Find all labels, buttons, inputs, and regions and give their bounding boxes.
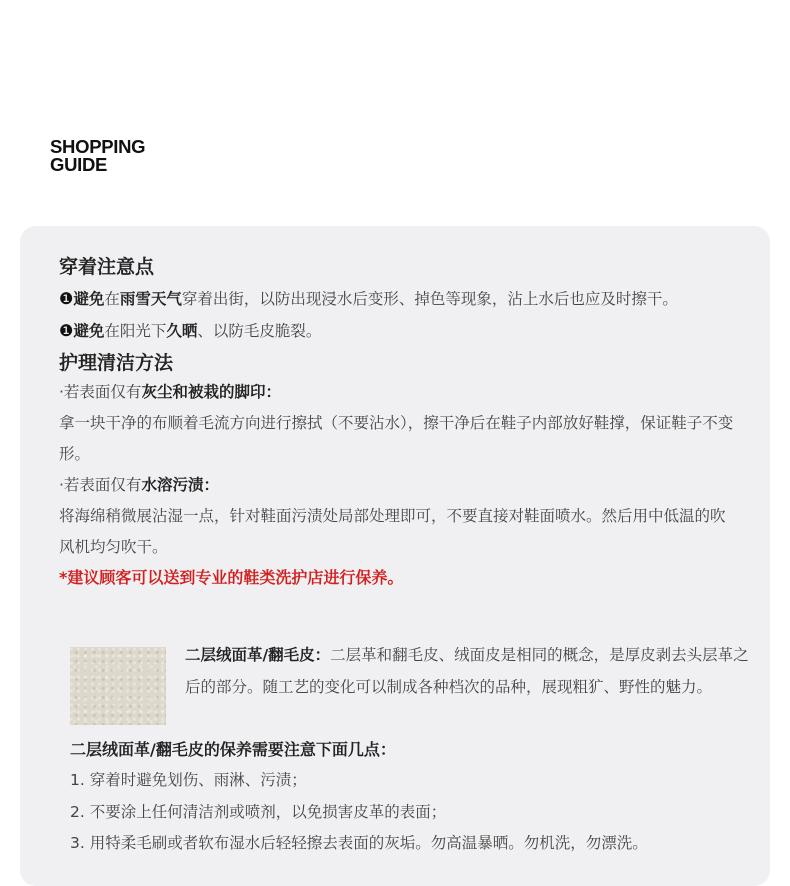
shopping-guide-heading (50, 138, 145, 174)
dust-text: 拿一块干净的布顺着毛流方向进行擦拭（不要沾水），擦干净后在鞋子内部放好鞋撑，保证鞋子不变形。 (59, 414, 734, 463)
bullet-icon: ❶ (59, 321, 74, 340)
wear-item-2: ❶避免在阳光下久晒、以防毛皮脆裂。 (59, 321, 322, 340)
care-title: 二层绒面革/翻毛皮的保养需要注意下面几点： (70, 740, 396, 759)
brand-line-1: SHOPPING (50, 136, 146, 157)
brand-line-2: GUIDE (50, 154, 108, 175)
guide-content (59, 253, 739, 593)
stain-text: 将海绵稍微展沾湿一点，针对鞋面污渍处局部处理即可，不要直接对鞋面喷水。然后用中低温的吹风机均匀吹干。 (59, 507, 726, 556)
advice-text: *建议顾客可以送到专业的鞋类洗护店进行保养。 (59, 568, 404, 587)
wear-item-1: ❶避免在雨雪天气穿着出街，以防出现浸水后变形、掉色等现象，沾上水后也应及时擦干。 (59, 289, 678, 308)
dust-heading: ·若表面仅有灰尘和被栽的脚印： (59, 383, 281, 401)
care-section (70, 735, 770, 860)
suede-swatch-image (70, 647, 166, 725)
leather-name: 二层绒面革/翻毛皮： (185, 646, 331, 664)
care-item: 3. 用特柔毛刷或者软布湿水后轻轻擦去表面的灰垢。勿高温暴晒。勿机洗，勿漂洗。 (70, 834, 648, 852)
clean-title: 护理清洁方法 (59, 352, 174, 374)
wear-title: 穿着注意点 (59, 256, 155, 278)
care-item: 1. 穿着时避免划伤、雨淋、污渍； (70, 771, 307, 789)
bullet-icon: ❶ (59, 289, 74, 308)
care-item: 2. 不要涂上任何清洁剂或喷剂，以免损害皮革的表面； (70, 802, 447, 821)
leather-description (185, 640, 755, 703)
leather-desc: 二层革和翻毛皮、绒面皮是相同的概念，是厚皮剥去头层革之后的部分。随工艺的变化可以制成各种档次的品种，展现粗犷、野性的魅力。 (185, 646, 749, 696)
stain-heading: ·若表面仅有水溶污渍： (59, 476, 219, 494)
